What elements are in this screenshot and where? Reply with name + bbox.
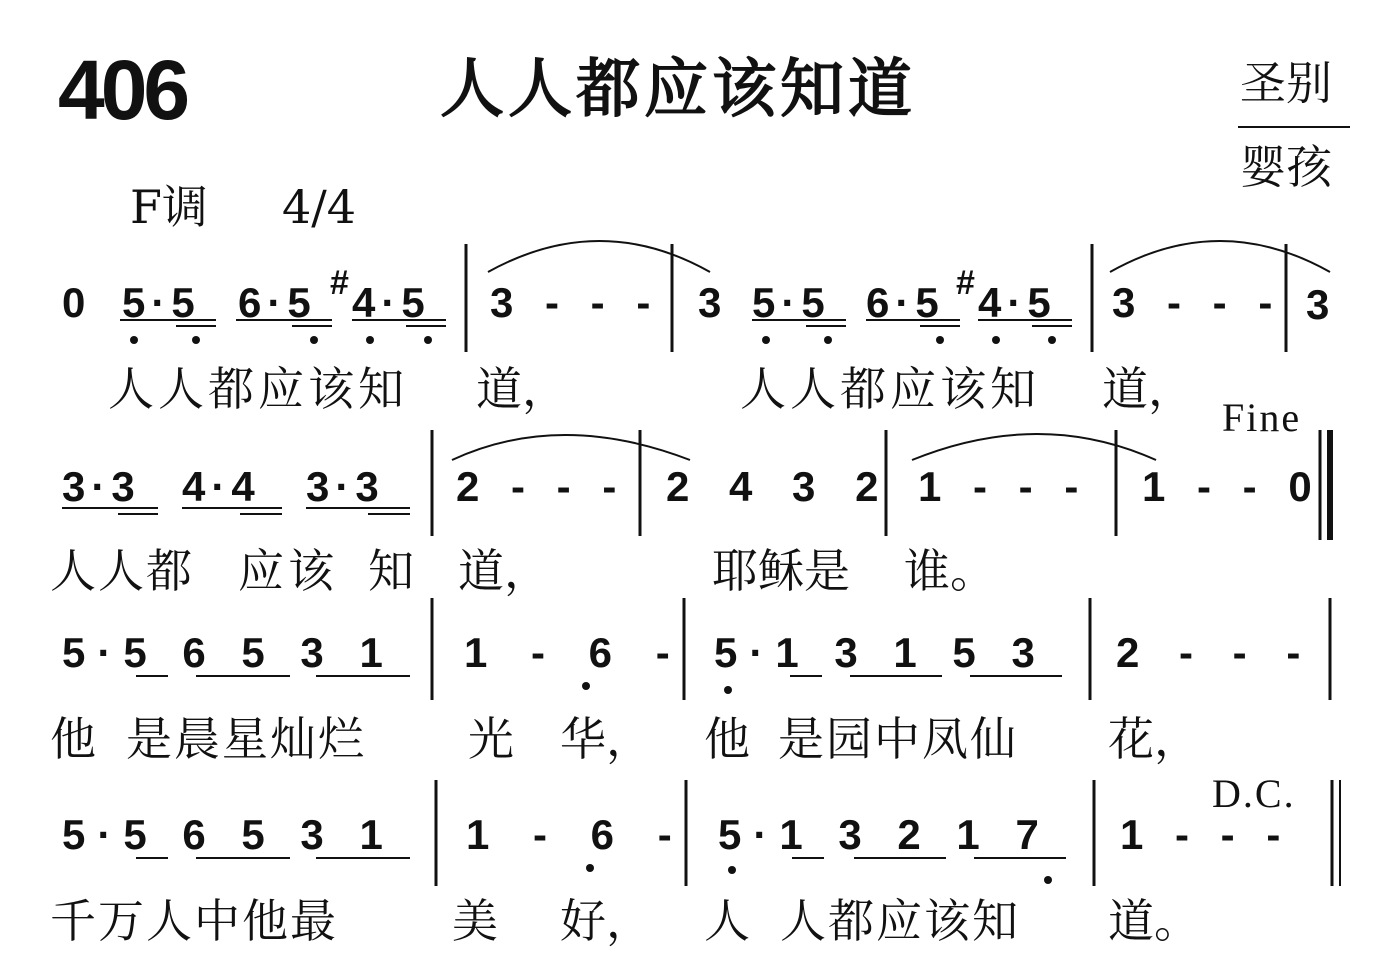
lyric: 人人都应该知 xyxy=(108,362,408,416)
note-group: 5·5 6 5 3 1 xyxy=(62,811,395,858)
note-group: 4·5 xyxy=(978,279,1057,326)
lyric: 人都应该知 xyxy=(780,894,1020,948)
note-group: 5·1 3 1 5 3 xyxy=(714,629,1047,676)
sharp-sign: # xyxy=(330,264,349,302)
note-group: 3·3 xyxy=(306,463,385,510)
note: 3 xyxy=(698,279,722,326)
note-group: 3 - - - xyxy=(1112,279,1283,326)
lyric: 道。 xyxy=(1108,894,1200,948)
time-signature: 4/4 xyxy=(282,180,357,234)
key-signature: F调 xyxy=(130,180,208,234)
lyric: 知 xyxy=(368,544,414,598)
note-group: 4·5 xyxy=(352,279,431,326)
sharp-sign: # xyxy=(956,264,975,302)
note-group: 1 - - 0 xyxy=(1142,463,1322,510)
lyric: 千万人中他最 xyxy=(50,894,338,948)
note-group: 5·5 6 5 3 1 xyxy=(62,629,395,676)
note-group: 5·1 3 2 1 7 xyxy=(718,811,1051,858)
note: 3 xyxy=(1306,281,1330,328)
note-group: 5·5 xyxy=(122,279,201,326)
note-group: 4·4 xyxy=(182,463,261,510)
lyric: 花， xyxy=(1108,712,1200,766)
note-rest: 0 xyxy=(62,279,86,326)
category-top: 圣别 xyxy=(1240,56,1332,110)
lyric: 道， xyxy=(1102,362,1194,416)
lyric: 人人都应该知 xyxy=(740,362,1040,416)
lyric: 好， xyxy=(560,894,652,948)
fine-marking: Fine xyxy=(1222,395,1302,440)
lyric: 应该 xyxy=(238,544,338,598)
lyric: 他 xyxy=(704,712,750,766)
lyric: 耶稣是 xyxy=(712,544,850,598)
lyric: 是园中凤仙 xyxy=(778,712,1018,766)
category-bottom: 婴孩 xyxy=(1240,140,1332,194)
lyric: 美 xyxy=(452,894,498,948)
note-group: 1 - - - xyxy=(1120,811,1291,858)
note-group: 2 - - - xyxy=(1116,629,1315,676)
hymn-title: 人人都应该知道 xyxy=(440,53,916,127)
note-group: 3 - - - xyxy=(490,279,661,326)
note-group: 1 - 6 - xyxy=(466,811,688,858)
dc-marking: D.C. xyxy=(1212,771,1296,816)
note-group: 1 - - - xyxy=(918,463,1089,510)
note-group: 6·5 xyxy=(238,279,317,326)
hymn-number: 406 xyxy=(58,43,187,137)
lyric: 光 xyxy=(468,712,514,766)
note-group: 2 - - - xyxy=(456,463,627,510)
note-group: 6·5 xyxy=(866,279,945,326)
note-group: 3·3 xyxy=(62,463,141,510)
note-group: 1 - 6 - xyxy=(464,629,686,676)
lyric: 道， xyxy=(458,544,550,598)
lyric: 他 xyxy=(50,712,96,766)
lyric: 道， xyxy=(476,362,568,416)
lyric: 华， xyxy=(560,712,652,766)
lyric: 谁。 xyxy=(904,544,996,598)
lyric: 人 xyxy=(704,894,750,948)
note-group: 2 4 3 2 xyxy=(666,463,893,510)
note-group: 5·5 xyxy=(752,279,831,326)
lyric: 人人都 xyxy=(50,544,194,598)
lyric: 是晨星灿烂 xyxy=(126,712,366,766)
